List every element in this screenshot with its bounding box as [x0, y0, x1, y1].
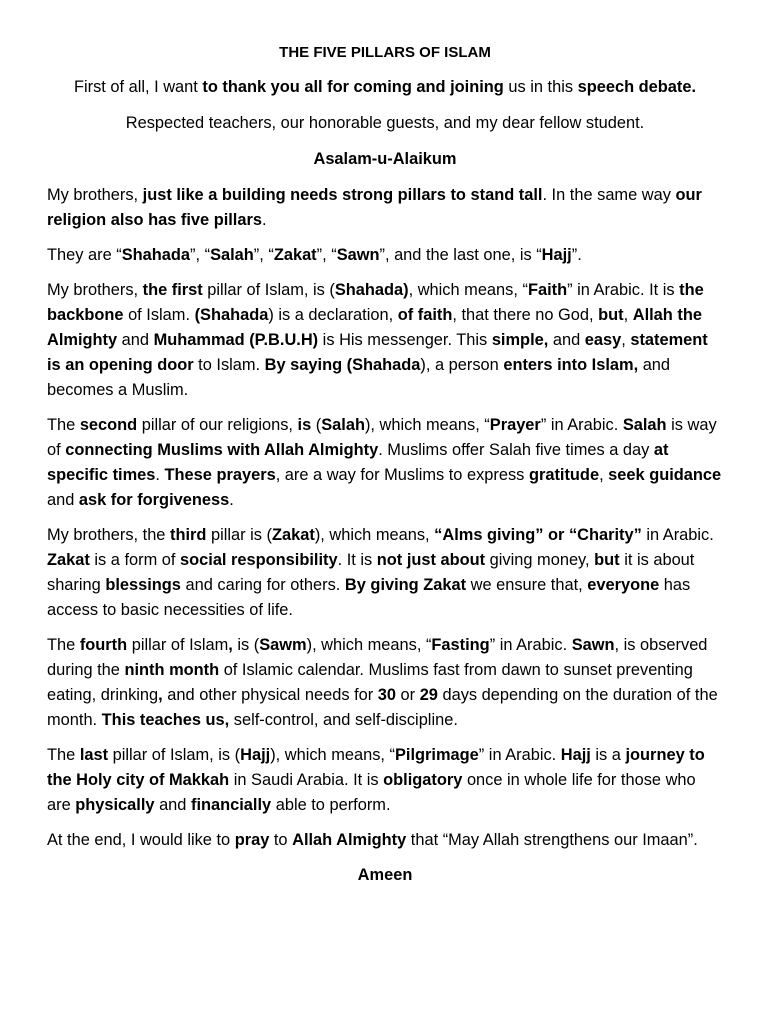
text: ”, and the last one, is “: [379, 246, 542, 264]
text: it is about sharing: [47, 551, 695, 594]
bold-text: Hajj: [541, 246, 572, 264]
bold-text: not just about: [376, 551, 486, 569]
text: ), which means, “: [270, 746, 395, 764]
text: .: [155, 466, 165, 484]
bold-text: but: [598, 306, 624, 324]
text: . Muslims offer Salah five times a day: [378, 441, 654, 459]
text: of Islam.: [123, 306, 195, 324]
bold-text: the first: [142, 281, 203, 299]
text: ), which means,: [314, 526, 435, 544]
text: . It is: [337, 551, 377, 569]
bold-text: Pilgrimage: [394, 746, 479, 764]
text: we ensure that,: [466, 576, 588, 594]
bold-text: ,: [158, 686, 163, 704]
text: and: [47, 491, 79, 509]
text: .: [229, 491, 234, 509]
text: is His messenger. This: [318, 331, 492, 349]
text: ), a person: [420, 356, 504, 374]
text: They are “: [47, 246, 122, 264]
text: pillar is (: [206, 526, 272, 544]
text: in Arabic.: [641, 526, 714, 544]
bold-text: Allah the Almighty: [47, 306, 702, 349]
paragraph: [47, 743, 723, 818]
text: ”.: [571, 246, 582, 264]
bold-text: easy: [584, 331, 622, 349]
bold-text: to thank you all for coming and joining: [202, 78, 504, 96]
text: My brothers, the: [47, 526, 170, 544]
text: and: [117, 331, 154, 349]
text: The: [47, 416, 80, 434]
text: .: [261, 211, 267, 229]
text: to: [269, 831, 293, 849]
text: , is observed during the: [47, 636, 708, 679]
text: pillar of our religions,: [137, 416, 298, 434]
text: My brothers,: [47, 281, 143, 299]
paragraph: [47, 828, 723, 853]
text: ” in Arabic. It is: [567, 281, 680, 299]
bold-text: our religion also has five pillars: [47, 186, 702, 229]
text: ”, “: [316, 246, 337, 264]
bold-text: connecting Muslims with Allah Almighty: [65, 441, 379, 459]
text: of Islamic calendar. Muslims fast from dawn to sunset preventing eating, drinking: [47, 661, 693, 704]
bold-text: Prayer: [489, 416, 541, 434]
bold-text: physically: [75, 796, 155, 814]
text: ” in Arabic.: [540, 416, 623, 434]
text: is (: [232, 636, 260, 654]
text: , that there no God,: [452, 306, 599, 324]
bold-text: 30: [377, 686, 396, 704]
bold-text: of faith: [397, 306, 453, 324]
text: days depending on the duration of the month.: [47, 686, 718, 729]
bold-text: ninth month: [124, 661, 220, 679]
document-body: [47, 75, 723, 888]
text: The: [47, 746, 80, 764]
text: , are a way for Muslims to express: [275, 466, 529, 484]
bold-text: third: [169, 526, 207, 544]
bold-text: By saying (Shahada: [264, 356, 421, 374]
text: First of all, I want: [73, 78, 203, 96]
text: ), which means, “: [364, 416, 490, 434]
text: pillar of Islam, is (: [108, 746, 241, 764]
paragraph: [47, 75, 723, 100]
bold-text: Shahada: [121, 246, 191, 264]
bold-text: seek guidance: [608, 466, 722, 484]
bold-text: Hajj: [240, 746, 271, 764]
bold-text: Muhammad (P.B.U.H): [153, 331, 319, 349]
paragraph: [47, 523, 723, 623]
text: ,: [599, 466, 609, 484]
paragraph: [47, 413, 723, 513]
text: (: [311, 416, 322, 434]
bold-text: gratitude: [528, 466, 600, 484]
bold-text: fourth: [79, 636, 128, 654]
bold-text: Salah: [210, 246, 254, 264]
text: that “May Allah strengthens our Imaan”.: [406, 831, 698, 849]
bold-text: social responsibility: [180, 551, 338, 569]
bold-text: Salah: [622, 416, 667, 434]
bold-text: second: [79, 416, 138, 434]
text: . In the same way: [542, 186, 676, 204]
bold-text: Asalam-u-Alaikum: [313, 150, 457, 168]
text: once in whole life for those who are: [47, 771, 696, 814]
bold-text: but: [594, 551, 620, 569]
bold-text: Sawn: [336, 246, 380, 264]
paragraph: [47, 278, 723, 403]
text: My brothers,: [47, 186, 143, 204]
bold-text: Zakat: [271, 526, 315, 544]
text: is way of: [47, 416, 717, 459]
text: to Islam.: [193, 356, 265, 374]
bold-text: Salah: [321, 416, 365, 434]
bold-text: ,: [228, 636, 233, 654]
bold-text: Ameen: [357, 866, 413, 884]
bold-text: “Alms giving” or “Charity”: [434, 526, 642, 544]
text: pillar of Islam, is (: [202, 281, 335, 299]
bold-text: Zakat: [273, 246, 317, 264]
text: ,: [621, 331, 631, 349]
text: Respected teachers, our honorable guests, and my dear fellow student.: [125, 114, 645, 132]
document-title: THE FIVE PILLARS OF ISLAM: [279, 44, 491, 61]
bold-text: everyone: [587, 576, 660, 594]
bold-text: journey to the Holy city of Makkah: [47, 746, 705, 789]
text: and: [548, 331, 585, 349]
text: us in this: [503, 78, 578, 96]
text: ) is a declaration,: [268, 306, 398, 324]
text: and caring for others.: [180, 576, 345, 594]
bold-text: is: [297, 416, 312, 434]
bold-text: at specific times: [47, 441, 669, 484]
paragraph: [47, 863, 723, 888]
bold-text: 29: [419, 686, 438, 704]
text: The: [47, 636, 80, 654]
text: ”, “: [253, 246, 274, 264]
bold-text: Faith: [527, 281, 568, 299]
bold-text: speech debate.: [577, 78, 697, 96]
bold-text: Allah Almighty: [292, 831, 407, 849]
bold-text: Sawm: [259, 636, 307, 654]
text: , which means, “: [408, 281, 528, 299]
text: and becomes a Muslim.: [47, 356, 671, 399]
document-page: [47, 44, 723, 899]
text: ”, “: [190, 246, 211, 264]
bold-text: Hajj: [560, 746, 591, 764]
bold-text: (Shahada: [194, 306, 269, 324]
text: giving money,: [485, 551, 595, 569]
bold-text: statement is an opening door: [47, 331, 708, 374]
bold-text: last: [79, 746, 109, 764]
text: is a: [590, 746, 626, 764]
bold-text: Shahada): [334, 281, 409, 299]
text: in Saudi Arabia. It is: [229, 771, 384, 789]
text: At the end, I would like to: [47, 831, 235, 849]
bold-text: just like a building needs strong pillars to stand tall: [142, 186, 543, 204]
bold-text: ask for forgiveness: [78, 491, 230, 509]
text: and: [154, 796, 191, 814]
bold-text: Zakat: [47, 551, 90, 569]
bold-text: Fasting: [431, 636, 490, 654]
bold-text: obligatory: [383, 771, 463, 789]
paragraph: [47, 183, 723, 233]
bold-text: the backbone: [47, 281, 704, 324]
bold-text: pray: [234, 831, 270, 849]
paragraph: [47, 111, 723, 136]
text: ” in Arabic.: [489, 636, 572, 654]
bold-text: financially: [190, 796, 272, 814]
paragraph: [47, 243, 723, 268]
text: has access to basic necessities of life.: [47, 576, 691, 619]
text: self-control, and self-discipline.: [229, 711, 458, 729]
text: and other physical needs for: [162, 686, 378, 704]
text: able to perform.: [271, 796, 391, 814]
bold-text: simple,: [491, 331, 549, 349]
text: ,: [623, 306, 633, 324]
paragraph: [47, 633, 723, 733]
text: is a form of: [89, 551, 181, 569]
bold-text: By giving Zakat: [344, 576, 467, 594]
bold-text: This teaches us,: [101, 711, 230, 729]
text: ), which means, “: [306, 636, 432, 654]
bold-text: Sawn: [571, 636, 615, 654]
bold-text: enters into Islam,: [503, 356, 639, 374]
text: ” in Arabic.: [478, 746, 561, 764]
text: pillar of Islam: [127, 636, 229, 654]
bold-text: blessings: [105, 576, 181, 594]
text: or: [396, 686, 420, 704]
paragraph: [47, 147, 723, 172]
bold-text: These prayers: [164, 466, 276, 484]
